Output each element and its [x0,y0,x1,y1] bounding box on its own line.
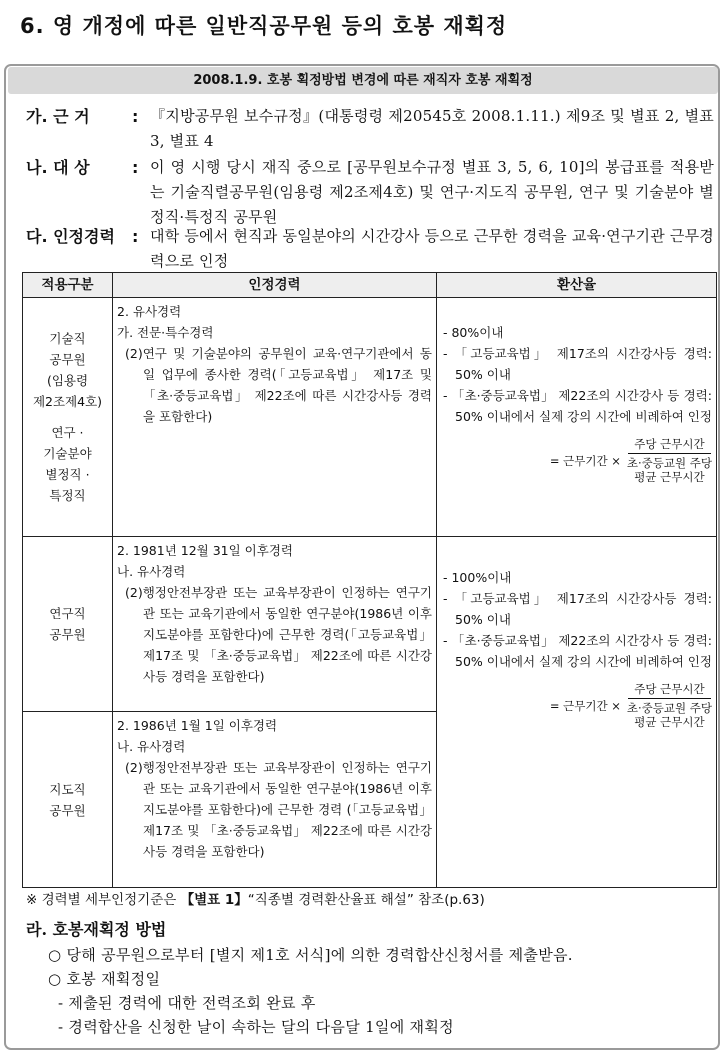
denominator-line: 평균 근무시간 [634,470,705,484]
rate-cell [437,537,717,888]
experience-detail: (2)연구 및 기술분야의 공무원이 교육·연구기관에서 동일 업무에 종사한 경력(「고등교육법」 제17조 및 「초·중등교육법」 제22조에 따른 시간강사등 경력을 포함한다) [125,346,432,424]
category-line: 기술직 [49,331,86,346]
category-line: (임용령 [46,373,89,388]
experience-heading: 2. 1981년 12월 31일 이후경력 [117,543,293,558]
experience-subheading: 나. 유사경력 [117,739,186,754]
formula-numerator: 주당 근무시간 [628,682,710,699]
career-table [22,272,717,888]
category-line: 공무원 [49,352,86,367]
category-line: 공무원 [49,627,86,642]
experience-subheading: 가. 전문·특수경력 [117,325,214,340]
note-prefix: ※ 경력별 세부인정기준은 [26,892,181,908]
formula-fraction [627,682,712,729]
formula-lhs: = 근무기간 × [549,453,621,468]
category-line: 지도직 [49,781,86,797]
definition-label: 가. 근 거 [26,107,90,126]
experience-subheading: 나. 유사경력 [117,564,186,579]
denominator-line: 평균 근무시간 [634,715,705,729]
ra-line: - 제출된 경력에 대한 전력조회 완료 후 [58,994,316,1012]
colon: : [132,158,139,177]
rate-item: - 「초·중등교육법」 제22조의 시간강사 등 경력: 50% 이내에서 실제 강의 시간에 비례하여 인정 [443,388,712,424]
definition-label: 다. 인정경력 [26,227,115,246]
formula-numerator: 주당 근무시간 [628,437,710,454]
experience-heading: 2. 1986년 1월 1일 이후경력 [117,718,278,733]
note-bold: 【별표 1】 [180,892,248,908]
denominator-line: 초·중등교원 주당 [626,701,712,715]
definition-body: 이 영 시행 당시 재직 중으로 [공무원보수규정 별표 3, 5, 6, 10]의 봉급표를 적용받는 기술직렬공무원(임용령 제2조제4호) 및 연구·지도직 공무원, 연구 및 기술분야 별정직·특정직 공무원 [150,158,714,226]
rate-item: - 80%이내 [443,325,504,340]
category-line: 특정직 [49,488,86,503]
experience-cell [113,298,437,537]
category-line: 제2조제4호) [32,394,103,409]
category-cell [23,537,113,712]
header-rate: 환산율 [437,273,717,298]
section-heading-ra: 라. 호봉재획정 방법 [26,920,167,939]
table-row [23,298,717,537]
definition-body: 『지방공무원 보수규정』(대통령령 제20545호 2008.1.11.) 제9조 및 별표 2, 별표 3, 별표 4 [150,107,714,150]
spacer [25,412,110,422]
definition-body: 대학 등에서 현직과 동일분야의 시간강사 등으로 근무한 경력을 교육·연구기관 근무경력으로 인정 [150,227,714,270]
experience-heading: 2. 유사경력 [117,304,182,319]
experience-detail: (2)행정안전부장관 또는 교육부장관이 인정하는 연구기관 또는 교육기관에서 동일한 연구분야(1986년 이후 지도분야를 포함한다)에 근무한 경력 (「고등교육법」 제17조 및 「초·중등교육법」 제22조에 따른 시간강사등 경력을 포함한다) [125,760,432,859]
ra-line: ○ 호봉 재획정일 [48,970,161,988]
experience-cell [113,537,437,712]
category-cell [23,298,113,537]
rate-formula [443,437,712,484]
rate-item: - 「초·중등교육법」 제22조의 시간강사 등 경력: 50% 이내에서 실제 강의 시간에 비례하여 인정 [443,633,712,669]
table-row [23,537,717,712]
definition-basis [18,104,714,154]
definition-recognized-career [18,224,714,274]
formula-denominator [627,454,712,484]
category-cell [23,712,113,888]
formula-denominator [627,699,712,729]
rate-item: - 「고등교육법」 제17조의 시간강사등 경력: 50% 이내 [443,346,712,382]
table-header-row [23,273,717,298]
colon: : [132,107,139,126]
definition-target [18,155,714,230]
rate-formula [443,682,712,729]
rate-item: - 100%이내 [443,570,512,585]
formula-fraction [627,437,712,484]
experience-detail: (2)행정안전부장관 또는 교육부장관이 인정하는 연구기관 또는 교육기관에서 동일한 연구분야(1986년 이후 지도분야를 포함한다)에 근무한 경력(「고등교육법」 제17조 및 「초·중등교육법」 제22조에 따른 시간강사등 경력을 포함한다) [125,585,432,684]
rate-item: - 「고등교육법」 제17조의 시간강사등 경력: 50% 이내 [443,591,712,627]
note-suffix: “직종별 경력환산율표 해설” 참조(p.63) [247,892,485,908]
reference-note [26,888,485,908]
formula-lhs: = 근무기간 × [549,698,621,713]
box-title: 2008.1.9. 호봉 획정방법 변경에 따른 재직자 호봉 재획정 [8,67,718,94]
category-line: 기술분야 [43,446,92,461]
colon: : [132,227,139,246]
ra-line: - 경력합산을 신청한 날이 속하는 달의 다음달 1일에 재획정 [58,1018,454,1036]
ra-line: ○ 당해 공무원으로부터 [별지 제1호 서식]에 의한 경력합산신청서를 제출받음. [48,946,573,964]
category-line: 연구직 [49,606,86,621]
category-line: 별정직 · [45,467,90,482]
category-line: 공무원 [49,802,86,818]
header-category: 적용구분 [23,273,113,298]
definition-label: 나. 대 상 [26,158,90,177]
rate-cell [437,298,717,537]
header-experience: 인정경력 [113,273,437,298]
page-heading: 6. 영 개정에 따른 일반직공무원 등의 호봉 재획정 [20,14,508,38]
experience-cell [113,712,437,888]
category-line: 연구 · [51,425,84,440]
denominator-line: 초·중등교원 주당 [626,456,712,470]
